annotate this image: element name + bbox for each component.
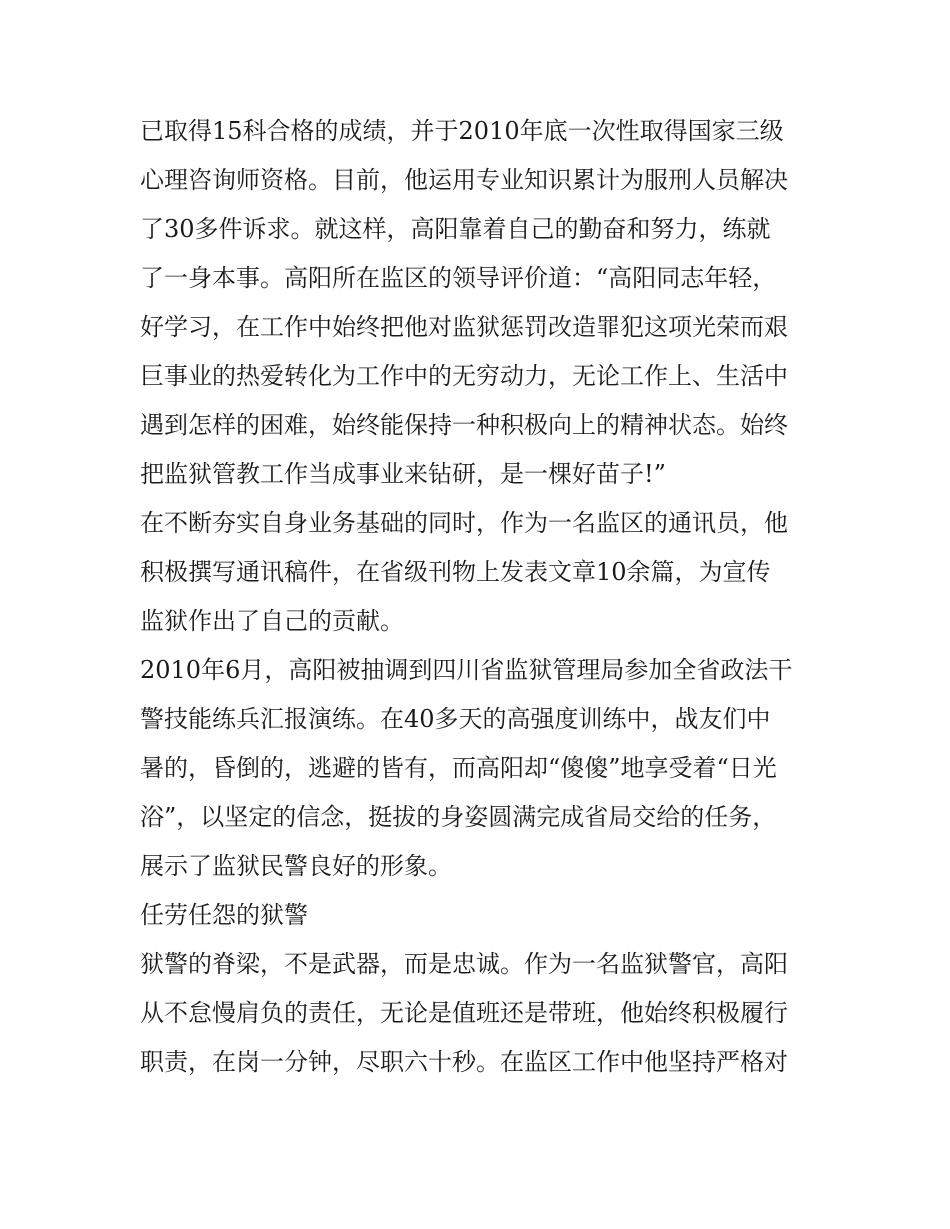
text-line: 积极撰写通讯稿件，在省级刊物上发表文章10余篇，为宣传 — [140, 558, 771, 586]
text-line: 心理咨询师资格。目前，他运用专业知识累计为服刑人员解决 — [140, 166, 788, 194]
text-line: 了一身本事。高阳所在监区的领导评价道：“高阳同志年轻， — [140, 264, 777, 292]
text-line: 好学习，在工作中始终把他对监狱惩罚改造罪犯这项光荣而艰 — [140, 313, 788, 341]
text-line: 暑的，昏倒的，逃避的皆有，而高阳却“傻傻”地享受着“日光 — [140, 754, 777, 782]
text-line: 了30多件诉求。就这样，高阳靠着自己的勤奋和努力，练就 — [140, 215, 771, 243]
text-line: 监狱作出了自己的贡献。 — [140, 607, 404, 635]
text-line: 警技能练兵汇报演练。在40多天的高强度训练中，战友们中 — [140, 705, 771, 733]
text-line: 2010年6月，高阳被抽调到四川省监狱管理局参加全省政法干 — [140, 656, 793, 684]
text-line: 浴”，以坚定的信念，挺拔的身姿圆满完成省局交给的任务， — [140, 803, 777, 831]
text-line: 遇到怎样的困难，始终能保持一种积极向上的精神状态。始终 — [140, 411, 788, 439]
text-line: 职责，在岗一分钟，尽职六十秒。在监区工作中他坚持严格对 — [140, 1048, 788, 1076]
body-text — [140, 107, 820, 1087]
text-line: 把监狱管教工作当成事业来钻研，是一棵好苗子!” — [140, 460, 666, 488]
text-line: 从不怠慢肩负的责任，无论是值班还是带班，他始终积极履行 — [140, 999, 788, 1027]
text-line: 在不断夯实自身业务基础的同时，作为一名监区的通讯员，他 — [140, 509, 788, 537]
text-line: 巨事业的热爱转化为工作中的无穷动力，无论工作上、生活中 — [140, 362, 788, 390]
text-line: 已取得15科合格的成绩，并于2010年底一次性取得国家三级 — [140, 117, 784, 145]
section-heading: 任劳任怨的狱警 — [140, 901, 308, 929]
text-line: 展示了监狱民警良好的形象。 — [140, 852, 452, 880]
text-line: 狱警的脊梁，不是武器，而是忠诚。作为一名监狱警官，高阳 — [140, 950, 788, 978]
